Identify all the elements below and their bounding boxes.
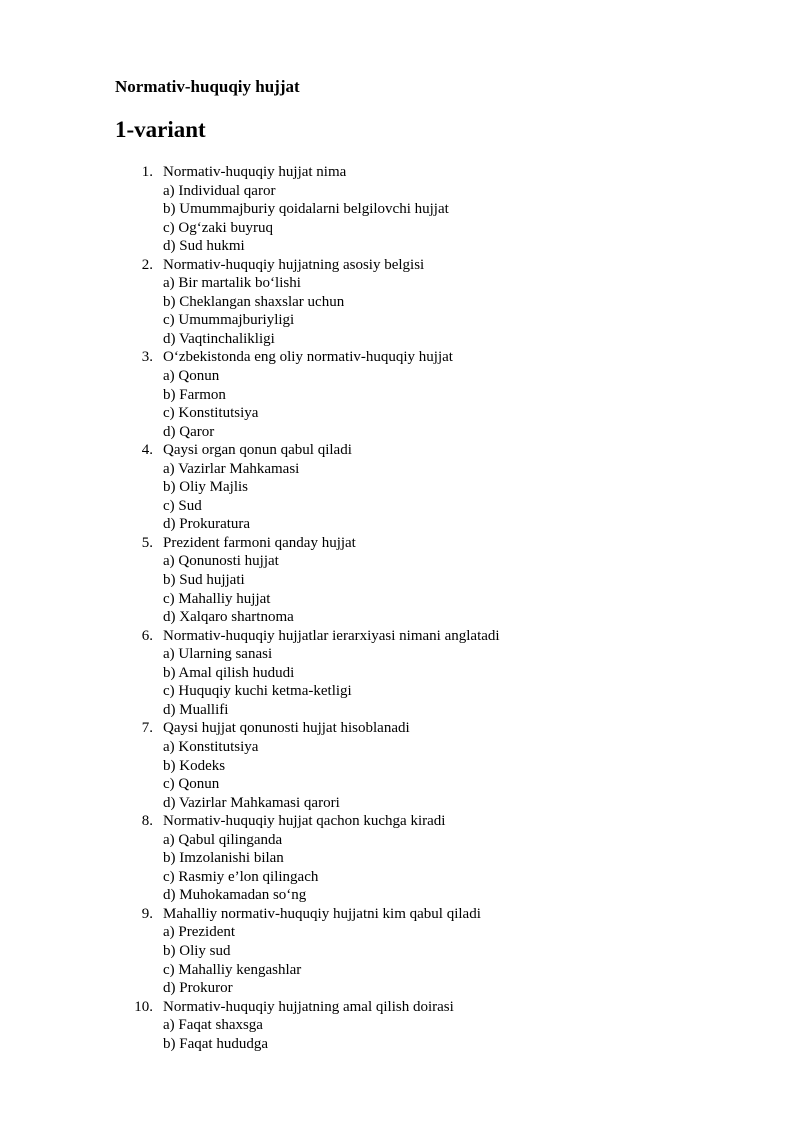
answer-option: d) Vazirlar Mahkamasi qarori [163, 794, 340, 811]
option-list [163, 738, 500, 812]
question-number: 2. [141, 256, 153, 273]
answer-option: c) Huquqiy kuchi ketma-ketligi [163, 683, 352, 700]
answer-option: a) Qonun [163, 368, 220, 385]
answer-option: a) Bir martalik bo‘lishi [163, 275, 301, 292]
question-item [115, 348, 500, 441]
answer-option: a) Qabul qilinganda [163, 831, 283, 848]
answer-option: b) Sud hujjati [163, 572, 245, 589]
answer-option: c) Konstitutsiya [163, 405, 259, 422]
answer-option: b) Cheklangan shaxslar uchun [163, 293, 345, 310]
question-text: Qaysi organ qonun qabul qiladi [163, 442, 352, 459]
question-item [115, 905, 500, 998]
answer-option: d) Sud hukmi [163, 238, 245, 255]
option-list [163, 367, 500, 441]
document-title: Normativ-huquqiy hujjat [115, 77, 300, 96]
answer-option: d) Vaqtinchalikligi [163, 330, 275, 347]
question-item [115, 627, 500, 720]
answer-option: d) Muhokamadan so‘ng [163, 887, 307, 904]
option-list [163, 1016, 500, 1053]
answer-option: d) Prokuror [163, 980, 233, 997]
answer-option: c) Sud [163, 497, 202, 514]
answer-option: d) Muallifi [163, 701, 229, 718]
option-list [163, 274, 500, 348]
answer-option: b) Imzolanishi bilan [163, 850, 284, 867]
question-text: O‘zbekistonda eng oliy normativ-huquqiy hujjat [163, 349, 453, 366]
question-number: 8. [141, 813, 153, 830]
answer-option: a) Prezident [163, 924, 236, 941]
answer-option: a) Qonunosti hujjat [163, 553, 279, 570]
question-item [115, 812, 500, 905]
answer-option: b) Oliy sud [163, 942, 231, 959]
answer-option: b) Amal qilish hududi [163, 664, 295, 681]
question-number: 6. [141, 627, 153, 644]
option-list [163, 831, 500, 905]
question-number: 4. [141, 442, 153, 459]
option-list [163, 460, 500, 534]
answer-option: b) Oliy Majlis [163, 479, 248, 496]
option-list [163, 645, 500, 719]
question-text: Normativ-huquqiy hujjat nima [163, 164, 347, 180]
question-item [115, 441, 500, 534]
answer-option: d) Prokuratura [163, 516, 251, 533]
question-item [115, 256, 500, 349]
answer-option: b) Farmon [163, 386, 226, 403]
question-item [115, 998, 500, 1054]
question-number: 3. [141, 349, 153, 366]
answer-option: a) Konstitutsiya [163, 738, 259, 755]
answer-option: c) Qonun [163, 776, 220, 793]
answer-option: c) Mahalliy kengashlar [163, 961, 302, 978]
answer-option: b) Kodeks [163, 757, 226, 774]
question-list [115, 163, 500, 1053]
option-list [163, 552, 500, 626]
answer-option: d) Qaror [163, 423, 215, 440]
answer-option: b) Umummajburiy qoidalarni belgilovchi hujjat [163, 201, 449, 218]
question-item [115, 534, 500, 627]
question-text: Mahalliy normativ-huquqiy hujjatni kim qabul qiladi [163, 905, 481, 922]
answer-option: a) Faqat shaxsga [163, 1017, 263, 1034]
question-item [115, 163, 500, 256]
answer-option: a) Ularning sanasi [163, 646, 273, 663]
question-text: Normativ-huquqiy hujjatning amal qilish doirasi [163, 998, 454, 1015]
question-text: Prezident farmoni qanday hujjat [163, 534, 356, 551]
question-item [115, 719, 500, 812]
question-text: Qaysi hujjat qonunosti hujjat hisoblanadi [163, 720, 410, 737]
answer-option: b) Faqat hududga [163, 1035, 268, 1052]
answer-option: c) Mahalliy hujjat [163, 590, 271, 607]
question-text: Normativ-huquqiy hujjatning asosiy belgisi [163, 256, 425, 273]
question-number: 9. [141, 905, 153, 922]
question-number: 10. [134, 998, 153, 1015]
question-text: Normativ-huquqiy hujjatlar ierarxiyasi nimani anglatadi [163, 627, 500, 644]
answer-option: d) Xalqaro shartnoma [163, 609, 294, 626]
answer-option: a) Vazirlar Mahkamasi [163, 460, 300, 477]
answer-option: c) Umummajburiyligi [163, 312, 295, 329]
option-list [163, 182, 500, 256]
answer-option: c) Og‘zaki buyruq [163, 219, 273, 236]
option-list [163, 923, 500, 997]
answer-option: c) Rasmiy e’lon qilingach [163, 868, 319, 885]
question-text: Normativ-huquqiy hujjat qachon kuchga kiradi [163, 813, 446, 830]
question-number: 5. [141, 534, 153, 551]
answer-option: a) Individual qaror [163, 182, 276, 199]
question-number: 1. [141, 164, 153, 180]
question-number: 7. [141, 720, 153, 737]
variant-heading: 1-variant [115, 117, 206, 142]
